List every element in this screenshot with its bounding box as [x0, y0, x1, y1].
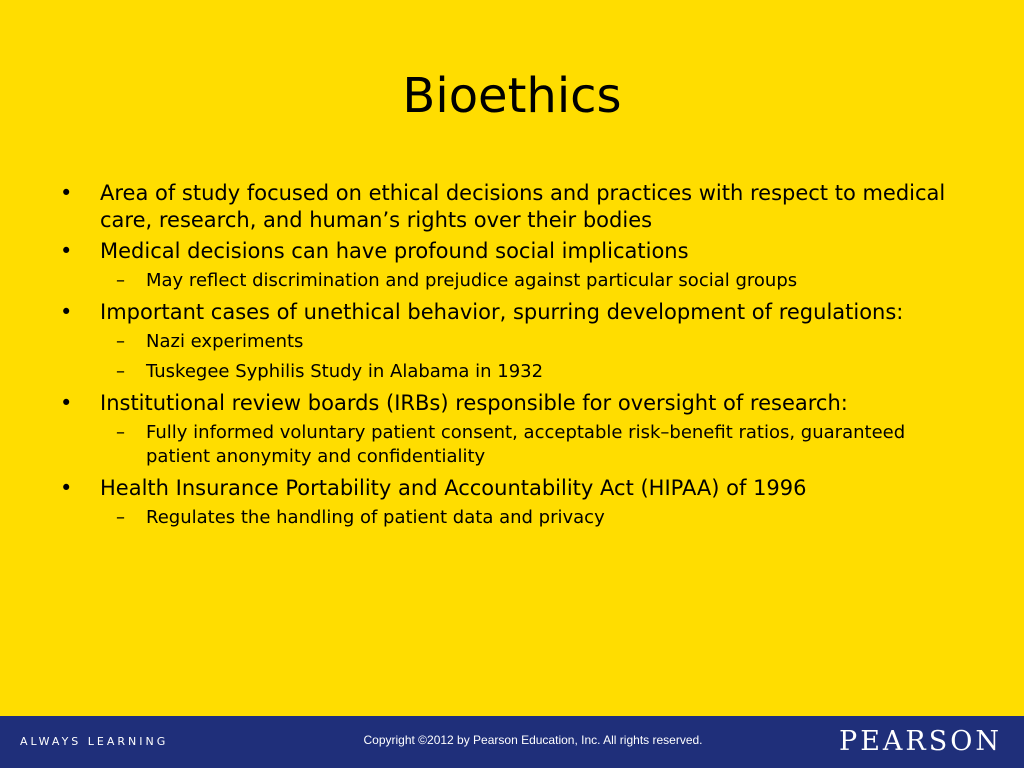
bullet-marker: •: [60, 476, 73, 500]
bullet-marker: •: [60, 300, 73, 324]
footer-bar: [0, 716, 1024, 768]
bullet-marker: •: [60, 391, 73, 415]
sub-bullet-marker: –: [116, 270, 125, 291]
pearson-logo: PEARSON: [839, 726, 1002, 757]
bullet-item: [60, 180, 960, 234]
sub-bullet-text: Nazi experiments: [146, 331, 304, 352]
sub-bullet-item: [60, 360, 960, 384]
sub-bullet-marker: –: [116, 361, 125, 382]
bullet-text: Institutional review boards (IRBs) responsible for oversight of research:: [100, 391, 848, 415]
sub-bullet-marker: –: [116, 422, 125, 443]
bullet-item: [60, 299, 960, 326]
bullet-text: Medical decisions can have profound social implications: [100, 239, 689, 263]
bullet-text: Important cases of unethical behavior, spurring development of regulations:: [100, 300, 904, 324]
bullet-text: Health Insurance Portability and Accountability Act (HIPAA) of 1996: [100, 476, 807, 500]
copyright-notice: Copyright ©2012 by Pearson Education, Inc. All rights reserved.: [363, 733, 703, 747]
sub-bullet-text: Tuskegee Syphilis Study in Alabama in 1932: [146, 361, 544, 382]
sub-bullet-item: [60, 421, 960, 469]
sub-bullet-text: Fully informed voluntary patient consent, acceptable risk–benefit ratios, guaranteed patient anonymity and confidentiality: [146, 422, 906, 467]
slide-title: Bioethics: [402, 68, 622, 124]
sub-bullet-item: [60, 269, 960, 293]
sub-bullet-text: Regulates the handling of patient data and privacy: [146, 507, 605, 528]
bullet-marker: •: [60, 239, 73, 263]
bullet-item: [60, 390, 960, 417]
sub-bullet-text: May reflect discrimination and prejudice against particular social groups: [146, 270, 798, 291]
sub-bullet-item: [60, 330, 960, 354]
bullet-text: Area of study focused on ethical decisions and practices with respect to medical care, research, and human’s rights over their bodies: [100, 181, 946, 232]
bullet-item: [60, 238, 960, 265]
sub-bullet-item: [60, 506, 960, 530]
bullet-item: [60, 475, 960, 502]
footer-tagline: ALWAYS LEARNING: [20, 735, 169, 748]
bullet-marker: •: [60, 181, 73, 205]
sub-bullet-marker: –: [116, 507, 125, 528]
bullet-list: [60, 180, 960, 536]
sub-bullet-marker: –: [116, 331, 125, 352]
